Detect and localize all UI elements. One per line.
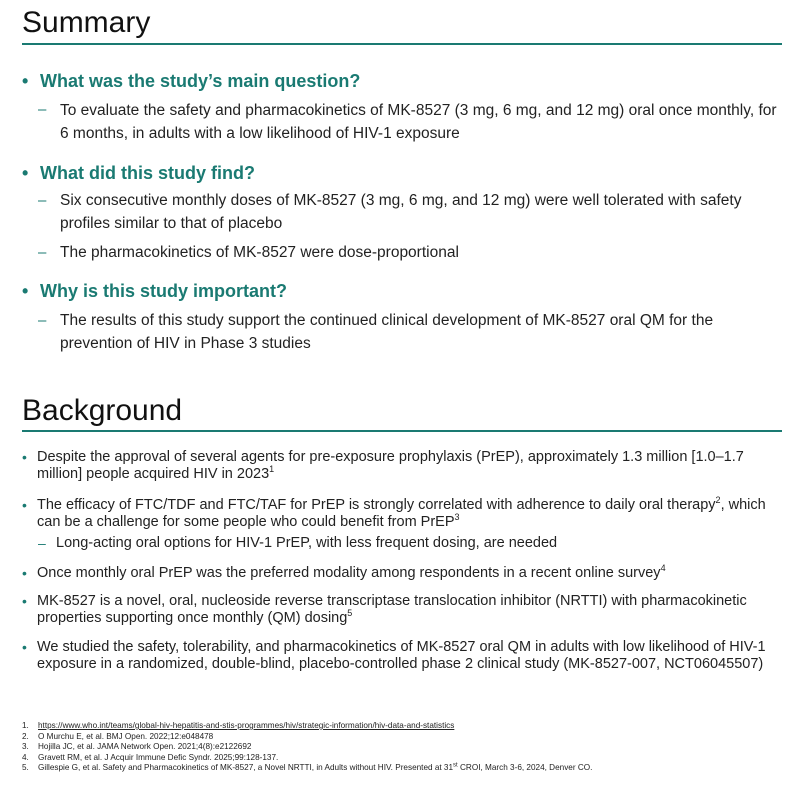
bullet-icon: • — [22, 593, 27, 609]
dash-icon: – — [38, 101, 47, 118]
reference-item: 2. O Murchu E, et al. BMJ Open. 2022;12:e048478 — [22, 731, 214, 741]
background-title: Background — [22, 394, 183, 427]
reference-item[interactable]: 1. https://www.who.int/teams/global-hiv-hepatitis-and-stis-programmes/hiv/strategic-information/hiv-data-and-statistics — [22, 721, 455, 730]
reference-link[interactable]: https://www.who.int/teams/global-hiv-hepatitis-and-stis-programmes/hiv/strategic-information/hiv-data-and-statistics — [38, 721, 455, 730]
reference-item: 3. Hojilla JC, et al. JAMA Network Open. 2021;4(8):e2122692 — [22, 742, 252, 752]
bullet-icon: • — [22, 163, 29, 183]
references — [22, 721, 592, 774]
question-heading: • What did this study find? — [22, 163, 255, 183]
background-bullet: The efficacy of FTC/TDF and FTC/TAF for PrEP is strongly correlated with adherence to daily oral therapy$^2$, which can be a challenge for some people who could benefit from PrEP$^3$ — [37, 495, 766, 530]
reference-item: 4. Gravett RM, et al. J Acquir Immune Defic Syndr. 2025;99:128-137. — [22, 752, 279, 762]
reference-item: 5. Gillespie G, et al. Safety and Pharmacokinetics of MK-8527, a Novel NRTTI, in Adults without HIV. Presented at 31st CROI, March 3-6, 2024, Denver CO. — [22, 762, 593, 773]
background-bullet: Once monthly oral PrEP was the preferred modality among respondents in a recent online survey$^4$ — [37, 563, 666, 581]
bullet-icon: • — [22, 565, 27, 581]
summary-title: Summary — [22, 6, 151, 39]
dash-icon: – — [38, 244, 47, 261]
dash-icon: – — [38, 535, 46, 551]
background-divider — [22, 430, 782, 432]
bullet-icon: • — [22, 497, 27, 513]
background-subbullet: Long-acting oral options for HIV-1 PrEP, with less frequent dosing, are needed — [56, 535, 558, 551]
summary-item: To evaluate the safety and pharmacokinetics of MK-8527 (3 mg, 6 mg, and 12 mg) oral once monthly, for 6 months, in adults with a low likelihood of HIV-1 exposure — [60, 102, 777, 142]
summary-item: The results of this study support the continued clinical development of MK-8527 oral QM for the prevention of HIV in Phase 3 studies — [60, 312, 714, 352]
summary-item: Six consecutive monthly doses of MK-8527 (3 mg, 6 mg, and 12 mg) were well tolerated with safety profiles similar to that of placebo — [60, 192, 742, 232]
summary-item: The pharmacokinetics of MK-8527 were dose-proportional — [60, 244, 459, 261]
dash-icon: – — [38, 312, 47, 329]
bullet-icon: • — [22, 639, 27, 655]
background-bullet: Despite the approval of several agents for pre-exposure prophylaxis (PrEP), approximately 1.3 million [1.0–1.7 million] people acquired HIV in 2023$^1$ — [37, 449, 744, 482]
bullet-icon: • — [22, 71, 29, 91]
background-bullet: We studied the safety, tolerability, and pharmacokinetics of MK-8527 oral QM in adults with low likelihood of HIV-1 exposure in a randomized, double-blind, placebo-controlled phase 2 clinical study (MK-8527-007, NCT06045507) — [37, 639, 766, 672]
bullet-icon: • — [22, 449, 27, 465]
bullet-icon: • — [22, 281, 29, 301]
background-bullet: MK-8527 is a novel, oral, nucleoside reverse transcriptase translocation inhibitor (NRTTI) with pharmacokinetic properties supporting once monthly (QM) dosing$^5$ — [37, 593, 747, 626]
question-heading: • What was the study’s main question? — [22, 71, 361, 91]
summary-divider — [22, 43, 782, 45]
dash-icon: – — [38, 192, 47, 209]
question-heading: • Why is this study important? — [22, 281, 288, 301]
